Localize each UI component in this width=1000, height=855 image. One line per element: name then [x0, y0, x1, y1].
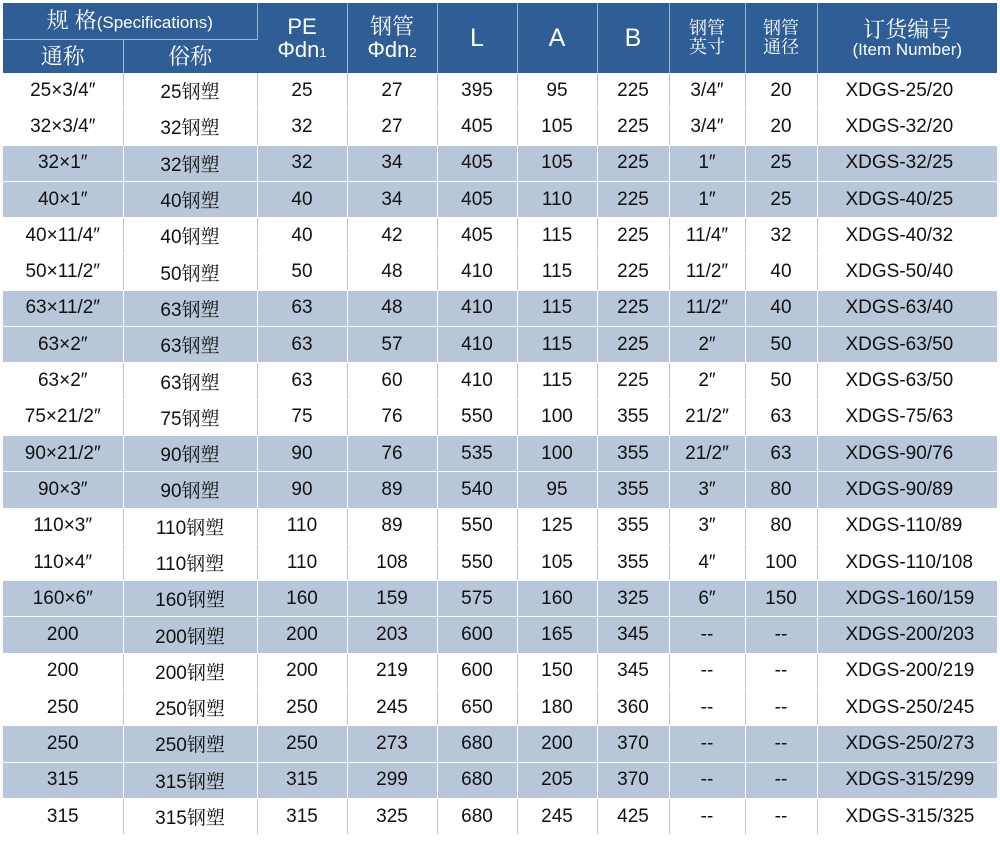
cell-common: 63钢塑: [123, 290, 257, 326]
header-spec-en: (Specifications): [96, 13, 213, 33]
table-header: [3, 3, 997, 73]
cell-nominal: 75×21/2″: [3, 399, 123, 435]
cell-a: 115: [517, 218, 597, 254]
table-row: [3, 508, 997, 544]
cell-common: 63钢塑: [123, 327, 257, 363]
cell-nominal: 200: [3, 617, 123, 653]
cell-l: 405: [437, 218, 517, 254]
table-row: [3, 399, 997, 435]
cell-item-number: XDGS-63/40: [817, 290, 997, 326]
table-row: [3, 617, 997, 653]
cell-pe-dn1: 90: [257, 472, 347, 508]
cell-nominal: 110×3″: [3, 508, 123, 544]
cell-nominal: 90×21/2″: [3, 435, 123, 471]
cell-b: 345: [597, 653, 669, 689]
cell-steel-bore: 20: [745, 109, 817, 145]
header-inch-top: 钢管: [689, 18, 725, 39]
cell-b: 355: [597, 435, 669, 471]
cell-steel-bore: 100: [745, 544, 817, 580]
cell-l: 410: [437, 363, 517, 399]
cell-common: 110钢塑: [123, 508, 257, 544]
header-pe-top: PE: [287, 13, 317, 39]
cell-steel-inch: 21/2″: [669, 399, 745, 435]
cell-steel-inch: 4″: [669, 544, 745, 580]
cell-common: 160钢塑: [123, 581, 257, 617]
header-spec-cn: 规 格: [46, 8, 97, 34]
cell-steel-bore: 80: [745, 472, 817, 508]
cell-pe-dn1: 40: [257, 218, 347, 254]
cell-common: 250钢塑: [123, 690, 257, 726]
cell-steel-bore: 63: [745, 435, 817, 471]
table-row: [3, 544, 997, 580]
cell-l: 680: [437, 798, 517, 834]
cell-steel-dn2: 203: [347, 617, 437, 653]
cell-l: 600: [437, 617, 517, 653]
cell-l: 600: [437, 653, 517, 689]
table-row: [3, 145, 997, 181]
cell-steel-inch: --: [669, 653, 745, 689]
cell-steel-bore: 40: [745, 254, 817, 290]
header-item-en: (Item Number): [852, 39, 963, 59]
cell-common: 315钢塑: [123, 762, 257, 798]
cell-pe-dn1: 50: [257, 254, 347, 290]
cell-nominal: 32×3/4″: [3, 109, 123, 145]
cell-l: 540: [437, 472, 517, 508]
cell-steel-bore: --: [745, 798, 817, 834]
table-row: [3, 690, 997, 726]
cell-pe-dn1: 110: [257, 508, 347, 544]
cell-steel-dn2: 299: [347, 762, 437, 798]
cell-pe-dn1: 32: [257, 145, 347, 181]
cell-a: 115: [517, 290, 597, 326]
cell-steel-bore: --: [745, 762, 817, 798]
cell-pe-dn1: 200: [257, 617, 347, 653]
cell-a: 200: [517, 726, 597, 762]
cell-pe-dn1: 63: [257, 290, 347, 326]
header-steel-bottom: Φdn: [367, 37, 410, 62]
cell-b: 355: [597, 399, 669, 435]
cell-common: 40钢塑: [123, 218, 257, 254]
header-dia-bottom: 通径: [763, 37, 799, 57]
spec-table-page: [0, 3, 1000, 855]
cell-steel-bore: 40: [745, 290, 817, 326]
table-row: [3, 798, 997, 834]
cell-l: 575: [437, 581, 517, 617]
cell-a: 105: [517, 145, 597, 181]
cell-item-number: XDGS-32/25: [817, 145, 997, 181]
spec-table: [3, 3, 997, 835]
cell-b: 355: [597, 472, 669, 508]
cell-item-number: XDGS-315/325: [817, 798, 997, 834]
cell-common: 50钢塑: [123, 254, 257, 290]
cell-steel-dn2: 27: [347, 73, 437, 109]
cell-steel-bore: --: [745, 653, 817, 689]
cell-item-number: XDGS-200/219: [817, 653, 997, 689]
cell-a: 115: [517, 327, 597, 363]
cell-item-number: XDGS-315/299: [817, 762, 997, 798]
cell-l: 405: [437, 181, 517, 217]
cell-nominal: 25×3/4″: [3, 73, 123, 109]
cell-pe-dn1: 315: [257, 762, 347, 798]
table-row: [3, 726, 997, 762]
cell-pe-dn1: 90: [257, 435, 347, 471]
cell-item-number: XDGS-50/40: [817, 254, 997, 290]
cell-steel-dn2: 89: [347, 508, 437, 544]
cell-item-number: XDGS-40/32: [817, 218, 997, 254]
cell-pe-dn1: 32: [257, 109, 347, 145]
cell-l: 405: [437, 109, 517, 145]
cell-pe-dn1: 75: [257, 399, 347, 435]
cell-steel-dn2: 42: [347, 218, 437, 254]
cell-steel-dn2: 57: [347, 327, 437, 363]
cell-common: 250钢塑: [123, 726, 257, 762]
cell-item-number: XDGS-63/50: [817, 363, 997, 399]
cell-item-number: XDGS-110/108: [817, 544, 997, 580]
cell-steel-inch: 3″: [669, 472, 745, 508]
cell-common: 40钢塑: [123, 181, 257, 217]
cell-b: 225: [597, 254, 669, 290]
header-item: [817, 3, 997, 73]
cell-l: 410: [437, 327, 517, 363]
header-dia-top: 钢管: [763, 18, 799, 39]
cell-item-number: XDGS-75/63: [817, 399, 997, 435]
header-item-top: 订货编号: [863, 16, 952, 42]
cell-steel-bore: 150: [745, 581, 817, 617]
cell-steel-inch: 11/2″: [669, 254, 745, 290]
cell-nominal: 315: [3, 762, 123, 798]
cell-pe-dn1: 250: [257, 690, 347, 726]
table-row: [3, 762, 997, 798]
header-pe: [257, 3, 347, 73]
cell-common: 110钢塑: [123, 544, 257, 580]
cell-common: 75钢塑: [123, 399, 257, 435]
cell-item-number: XDGS-25/20: [817, 73, 997, 109]
cell-b: 225: [597, 363, 669, 399]
header-inch-bottom: 英寸: [689, 37, 725, 57]
cell-nominal: 32×1″: [3, 145, 123, 181]
cell-a: 245: [517, 798, 597, 834]
cell-a: 205: [517, 762, 597, 798]
cell-l: 550: [437, 508, 517, 544]
cell-l: 535: [437, 435, 517, 471]
header-steel-sub: 2: [409, 45, 417, 60]
header-nominal: 通称: [3, 40, 123, 74]
cell-b: 370: [597, 762, 669, 798]
header-pe-sub: 1: [319, 45, 327, 60]
header-spec: [3, 3, 257, 40]
cell-b: 425: [597, 798, 669, 834]
cell-item-number: XDGS-200/203: [817, 617, 997, 653]
cell-a: 125: [517, 508, 597, 544]
cell-a: 150: [517, 653, 597, 689]
header-a: A: [517, 3, 597, 73]
cell-l: 680: [437, 726, 517, 762]
cell-steel-dn2: 108: [347, 544, 437, 580]
cell-l: 410: [437, 290, 517, 326]
cell-steel-inch: 3/4″: [669, 109, 745, 145]
cell-b: 225: [597, 109, 669, 145]
cell-b: 225: [597, 327, 669, 363]
cell-b: 225: [597, 145, 669, 181]
cell-steel-bore: 80: [745, 508, 817, 544]
cell-steel-inch: 1″: [669, 181, 745, 217]
cell-steel-inch: --: [669, 726, 745, 762]
cell-nominal: 40×11/4″: [3, 218, 123, 254]
cell-nominal: 63×11/2″: [3, 290, 123, 326]
cell-nominal: 315: [3, 798, 123, 834]
cell-steel-inch: 6″: [669, 581, 745, 617]
cell-steel-dn2: 76: [347, 399, 437, 435]
cell-pe-dn1: 250: [257, 726, 347, 762]
cell-common: 25钢塑: [123, 73, 257, 109]
cell-nominal: 250: [3, 690, 123, 726]
table-body: [3, 73, 997, 835]
cell-steel-bore: 32: [745, 218, 817, 254]
cell-common: 32钢塑: [123, 109, 257, 145]
cell-steel-inch: 2″: [669, 363, 745, 399]
header-dia: [745, 3, 817, 73]
cell-item-number: XDGS-110/89: [817, 508, 997, 544]
cell-l: 410: [437, 254, 517, 290]
cell-b: 370: [597, 726, 669, 762]
cell-b: 360: [597, 690, 669, 726]
cell-steel-bore: 20: [745, 73, 817, 109]
cell-steel-inch: --: [669, 762, 745, 798]
cell-common: 315钢塑: [123, 798, 257, 834]
cell-steel-inch: 3″: [669, 508, 745, 544]
cell-pe-dn1: 40: [257, 181, 347, 217]
cell-a: 115: [517, 254, 597, 290]
cell-a: 115: [517, 363, 597, 399]
table-row: [3, 653, 997, 689]
cell-b: 325: [597, 581, 669, 617]
cell-a: 100: [517, 399, 597, 435]
cell-steel-bore: --: [745, 617, 817, 653]
cell-common: 90钢塑: [123, 472, 257, 508]
cell-steel-inch: 2″: [669, 327, 745, 363]
cell-steel-inch: 3/4″: [669, 73, 745, 109]
cell-b: 225: [597, 218, 669, 254]
cell-steel-dn2: 89: [347, 472, 437, 508]
cell-b: 225: [597, 290, 669, 326]
cell-l: 680: [437, 762, 517, 798]
cell-steel-dn2: 76: [347, 435, 437, 471]
cell-steel-inch: 11/2″: [669, 290, 745, 326]
cell-steel-inch: 1″: [669, 145, 745, 181]
header-l: L: [437, 3, 517, 73]
table-row: [3, 218, 997, 254]
cell-item-number: XDGS-63/50: [817, 327, 997, 363]
cell-steel-bore: 25: [745, 145, 817, 181]
table-row: [3, 290, 997, 326]
cell-steel-bore: 50: [745, 363, 817, 399]
header-steel: [347, 3, 437, 73]
table-row: [3, 363, 997, 399]
cell-pe-dn1: 25: [257, 73, 347, 109]
table-row: [3, 254, 997, 290]
cell-nominal: 63×2″: [3, 327, 123, 363]
header-pe-bottom: Φdn: [277, 37, 320, 62]
cell-l: 550: [437, 544, 517, 580]
cell-b: 225: [597, 181, 669, 217]
cell-steel-dn2: 34: [347, 145, 437, 181]
cell-steel-bore: 50: [745, 327, 817, 363]
cell-nominal: 90×3″: [3, 472, 123, 508]
cell-pe-dn1: 110: [257, 544, 347, 580]
cell-steel-inch: --: [669, 690, 745, 726]
cell-steel-dn2: 34: [347, 181, 437, 217]
cell-item-number: XDGS-250/245: [817, 690, 997, 726]
cell-nominal: 63×2″: [3, 363, 123, 399]
cell-nominal: 200: [3, 653, 123, 689]
cell-nominal: 250: [3, 726, 123, 762]
cell-steel-dn2: 48: [347, 290, 437, 326]
cell-l: 405: [437, 145, 517, 181]
cell-a: 105: [517, 109, 597, 145]
cell-steel-dn2: 60: [347, 363, 437, 399]
table-row: [3, 581, 997, 617]
cell-a: 100: [517, 435, 597, 471]
cell-b: 355: [597, 544, 669, 580]
table-row: [3, 73, 997, 109]
table-row: [3, 472, 997, 508]
cell-steel-dn2: 219: [347, 653, 437, 689]
cell-item-number: XDGS-250/273: [817, 726, 997, 762]
cell-l: 650: [437, 690, 517, 726]
header-steel-top: 钢管: [369, 13, 414, 39]
cell-steel-inch: --: [669, 798, 745, 834]
cell-steel-dn2: 27: [347, 109, 437, 145]
cell-pe-dn1: 63: [257, 327, 347, 363]
table-row: [3, 181, 997, 217]
cell-a: 105: [517, 544, 597, 580]
cell-nominal: 110×4″: [3, 544, 123, 580]
cell-a: 110: [517, 181, 597, 217]
cell-steel-dn2: 245: [347, 690, 437, 726]
cell-steel-inch: --: [669, 617, 745, 653]
cell-pe-dn1: 315: [257, 798, 347, 834]
cell-pe-dn1: 160: [257, 581, 347, 617]
cell-steel-inch: 21/2″: [669, 435, 745, 471]
cell-item-number: XDGS-90/76: [817, 435, 997, 471]
cell-l: 550: [437, 399, 517, 435]
cell-steel-dn2: 48: [347, 254, 437, 290]
header-common: 俗称: [123, 40, 257, 74]
cell-l: 395: [437, 73, 517, 109]
cell-steel-bore: --: [745, 690, 817, 726]
cell-common: 200钢塑: [123, 617, 257, 653]
cell-b: 225: [597, 73, 669, 109]
cell-pe-dn1: 200: [257, 653, 347, 689]
cell-steel-dn2: 273: [347, 726, 437, 762]
cell-steel-dn2: 325: [347, 798, 437, 834]
cell-a: 95: [517, 73, 597, 109]
cell-nominal: 50×11/2″: [3, 254, 123, 290]
cell-a: 160: [517, 581, 597, 617]
cell-common: 32钢塑: [123, 145, 257, 181]
cell-item-number: XDGS-160/159: [817, 581, 997, 617]
cell-a: 165: [517, 617, 597, 653]
header-inch: [669, 3, 745, 73]
cell-b: 345: [597, 617, 669, 653]
cell-item-number: XDGS-40/25: [817, 181, 997, 217]
cell-nominal: 40×1″: [3, 181, 123, 217]
cell-b: 355: [597, 508, 669, 544]
cell-steel-dn2: 159: [347, 581, 437, 617]
cell-a: 95: [517, 472, 597, 508]
cell-steel-bore: --: [745, 726, 817, 762]
cell-common: 63钢塑: [123, 363, 257, 399]
cell-common: 200钢塑: [123, 653, 257, 689]
table-row: [3, 327, 997, 363]
cell-nominal: 160×6″: [3, 581, 123, 617]
table-row: [3, 109, 997, 145]
header-b: B: [597, 3, 669, 73]
cell-common: 90钢塑: [123, 435, 257, 471]
cell-item-number: XDGS-32/20: [817, 109, 997, 145]
cell-item-number: XDGS-90/89: [817, 472, 997, 508]
table-row: [3, 435, 997, 471]
cell-steel-bore: 63: [745, 399, 817, 435]
cell-steel-bore: 25: [745, 181, 817, 217]
cell-steel-inch: 11/4″: [669, 218, 745, 254]
cell-a: 180: [517, 690, 597, 726]
cell-pe-dn1: 63: [257, 363, 347, 399]
